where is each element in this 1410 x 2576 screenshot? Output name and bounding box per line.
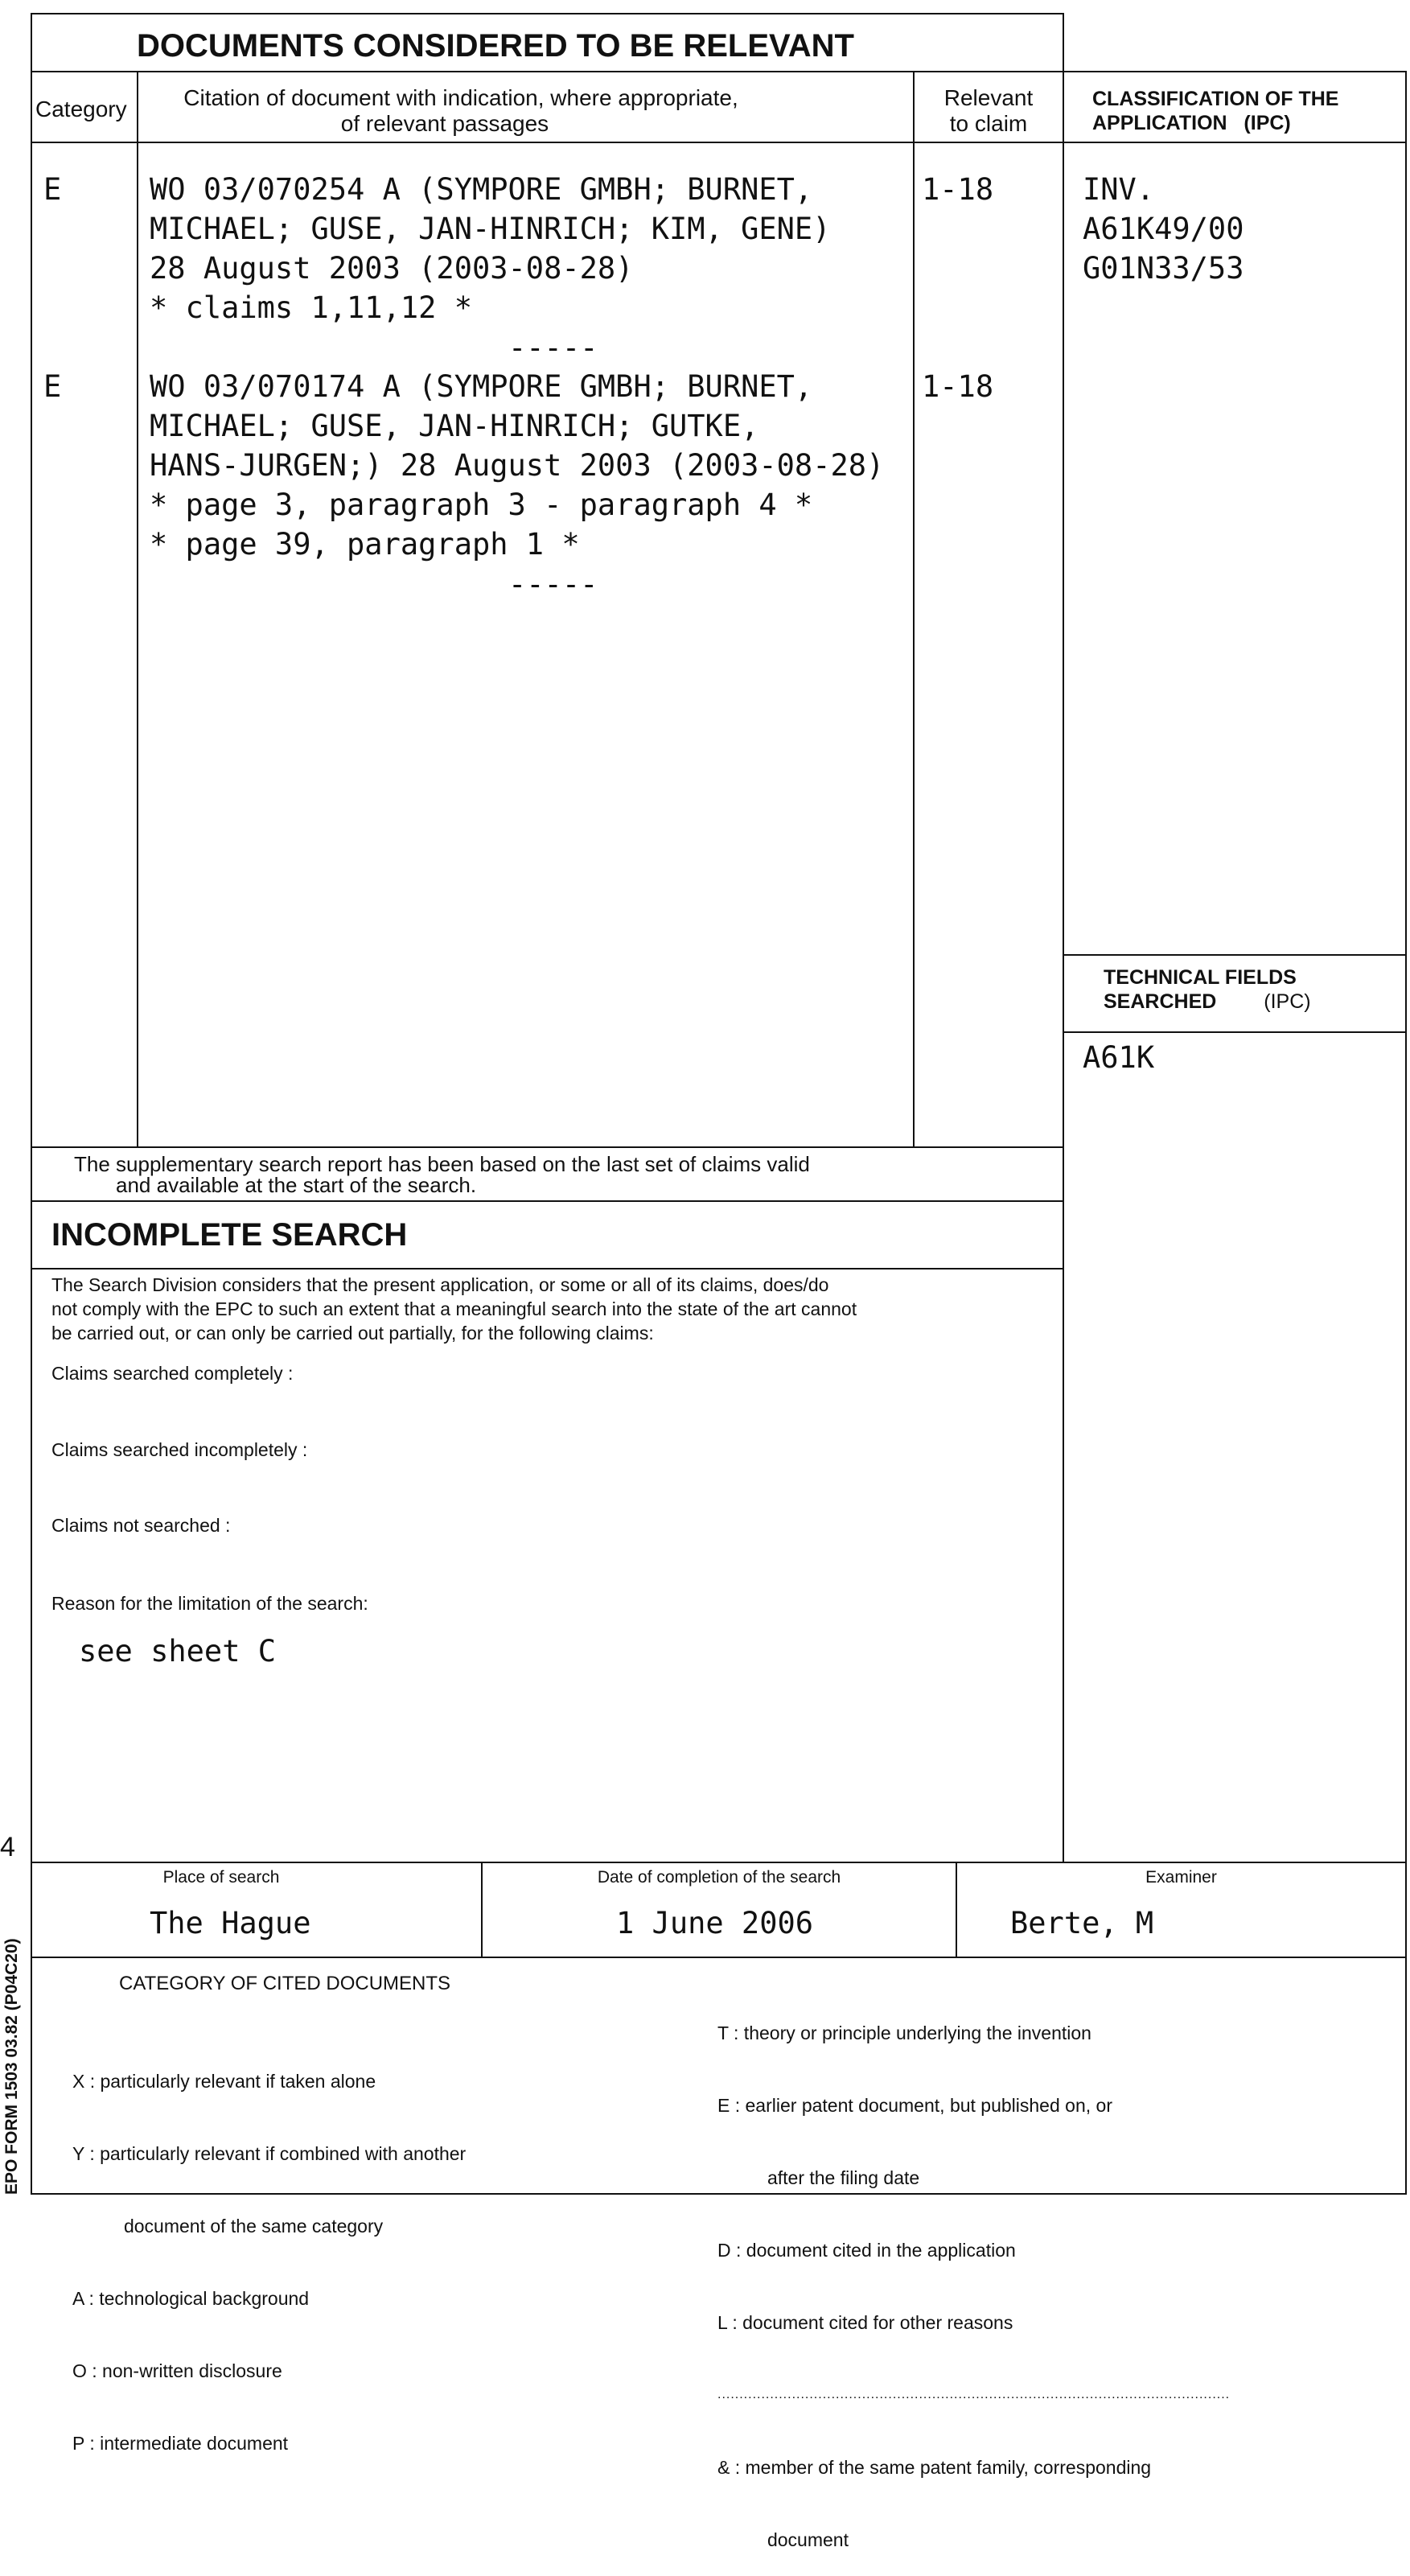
citation-1-text — [150, 170, 830, 327]
cited-category-item: T : theory or principle underlying the invention — [717, 2021, 1313, 2045]
incomplete-search-intro — [51, 1273, 857, 1345]
citation-2-relevant: 1-18 — [922, 367, 993, 406]
citation-2-line: MICHAEL; GUSE, JAN-HINRICH; GUTKE, — [150, 406, 884, 446]
header-classification-line1: CLASSIFICATION OF THE — [1092, 87, 1338, 111]
tech-fields-bottom — [1063, 1031, 1407, 1033]
page-number: 4 — [0, 1831, 15, 1863]
citation-1-line: WO 03/070254 A (SYMPORE GMBH; BURNET, — [150, 170, 830, 209]
cited-category-item: document — [717, 2528, 1313, 2552]
cited-category-item: & : member of the same patent family, corresponding — [717, 2455, 1313, 2479]
citation-1-line: 28 August 2003 (2003-08-28) — [150, 249, 830, 288]
cited-category-item: E : earlier patent document, but published on, or — [717, 2093, 1313, 2117]
footer-bottom — [31, 1957, 1407, 1958]
claims-searched-incompletely: Claims searched incompletely : — [51, 1439, 307, 1461]
citation-2-text — [150, 367, 884, 564]
header-relevant-line2: to claim — [915, 111, 1063, 137]
cited-category-item: P : intermediate document — [72, 2431, 466, 2455]
reason-value: see sheet C — [79, 1632, 276, 1671]
classification-code: G01N33/53 — [1083, 249, 1244, 288]
technical-fields-line1: TECHNICAL FIELDS — [1104, 965, 1311, 990]
technical-fields-label — [1104, 965, 1311, 1014]
place-of-search-value: The Hague — [150, 1903, 310, 1943]
classification-codes — [1083, 170, 1244, 288]
citation-1-relevant: 1-18 — [922, 170, 993, 209]
cited-category-item: X : particularly relevant if taken alone — [72, 2069, 466, 2093]
tech-fields-top — [1063, 954, 1407, 956]
header-citation-line2: of relevant passages — [138, 111, 912, 137]
examiner-label: Examiner — [957, 1868, 1405, 1887]
header-relevant-line1: Relevant — [915, 85, 1063, 111]
cited-category-item: document of the same category — [72, 2214, 466, 2238]
supplementary-note-line1: The supplementary search report has been based on the last set of claims valid — [74, 1154, 810, 1175]
place-of-search-label: Place of search — [32, 1868, 410, 1887]
technical-fields-line2 — [1104, 990, 1311, 1014]
header-underline — [31, 142, 1407, 143]
dotted-separator: ..................................................................................................................... — [717, 2383, 1313, 2407]
citations-bottom — [31, 1146, 1064, 1148]
citation-2-line: * page 39, paragraph 1 * — [150, 525, 884, 564]
cited-categories-left — [72, 2021, 466, 2479]
classification-code: INV. — [1083, 170, 1244, 209]
technical-fields-ipc: (IPC) — [1264, 990, 1310, 1013]
cited-category-item: O : non-written disclosure — [72, 2359, 466, 2383]
incomplete-search-intro-line3: be carried out, or can only be carried out partially, for the following claims: — [51, 1321, 857, 1345]
frame-mid-divider — [1063, 13, 1064, 1863]
page-title: DOCUMENTS CONSIDERED TO BE RELEVANT — [137, 27, 854, 64]
cited-category-item: after the filing date — [717, 2166, 1313, 2190]
frame-right — [1405, 71, 1407, 2195]
frame-top-left — [31, 13, 1064, 14]
date-of-completion-value: 1 June 2006 — [616, 1903, 813, 1943]
reason-label: Reason for the limitation of the search: — [51, 1593, 368, 1615]
cited-category-item: L : document cited for other reasons — [717, 2311, 1313, 2335]
cited-category-item: A : technological background — [72, 2286, 466, 2311]
classification-code: A61K49/00 — [1083, 209, 1244, 249]
cited-categories-right — [717, 1973, 1313, 2576]
citation-1-separator: ----- — [508, 328, 598, 368]
technical-fields-value: A61K — [1083, 1038, 1154, 1077]
form-code: EPO FORM 1503 03.82 (P04C20) — [2, 1938, 23, 2195]
header-category: Category — [35, 97, 127, 122]
citation-2-line: HANS-JURGEN;) 28 August 2003 (2003-08-28) — [150, 446, 884, 485]
incomplete-search-intro-line1: The Search Division considers that the present application, or some or all of its claims, does/do — [51, 1273, 857, 1297]
header-citation-line1: Citation of document with indication, where appropriate, — [138, 85, 912, 111]
supplementary-note — [74, 1154, 810, 1195]
technical-fields-searched: SEARCHED — [1104, 990, 1216, 1013]
citation-1-line: MICHAEL; GUSE, JAN-HINRICH; KIM, GENE) — [150, 209, 830, 249]
note-bottom — [31, 1200, 1064, 1202]
header-classification — [1092, 87, 1338, 135]
citation-1-line: * claims 1,11,12 * — [150, 288, 830, 327]
incomplete-title-bottom — [31, 1268, 1064, 1269]
incomplete-search-title: INCOMPLETE SEARCH — [51, 1216, 407, 1253]
header-citation — [138, 85, 912, 137]
supplementary-note-line2: and available at the start of the search. — [74, 1175, 810, 1195]
title-underline — [31, 71, 1064, 72]
citation-1-category: E — [43, 170, 61, 209]
citation-2-line: * page 3, paragraph 3 - paragraph 4 * — [150, 485, 884, 525]
citation-2-category: E — [43, 367, 61, 406]
cited-category-item: D : document cited in the application — [717, 2238, 1313, 2262]
citation-2-line: WO 03/070174 A (SYMPORE GMBH; BURNET, — [150, 367, 884, 406]
date-of-completion-label: Date of completion of the search — [483, 1868, 956, 1887]
cited-category-item: Y : particularly relevant if combined with another — [72, 2142, 466, 2166]
relevant-column-divider — [913, 71, 915, 1147]
footer-top — [31, 1862, 1407, 1863]
claims-not-searched: Claims not searched : — [51, 1515, 230, 1537]
category-column-divider — [137, 71, 138, 1147]
frame-top-right — [1063, 71, 1407, 72]
cited-categories-title: CATEGORY OF CITED DOCUMENTS — [119, 1973, 450, 1995]
incomplete-search-intro-line2: not comply with the EPC to such an extent that a meaningful search into the state of the art cannot — [51, 1297, 857, 1321]
citation-2-separator: ----- — [508, 565, 598, 604]
claims-searched-completely: Claims searched completely : — [51, 1363, 293, 1385]
header-classification-line2: APPLICATION (IPC) — [1092, 111, 1338, 135]
header-relevant — [915, 85, 1063, 137]
examiner-value: Berte, M — [1010, 1903, 1153, 1943]
